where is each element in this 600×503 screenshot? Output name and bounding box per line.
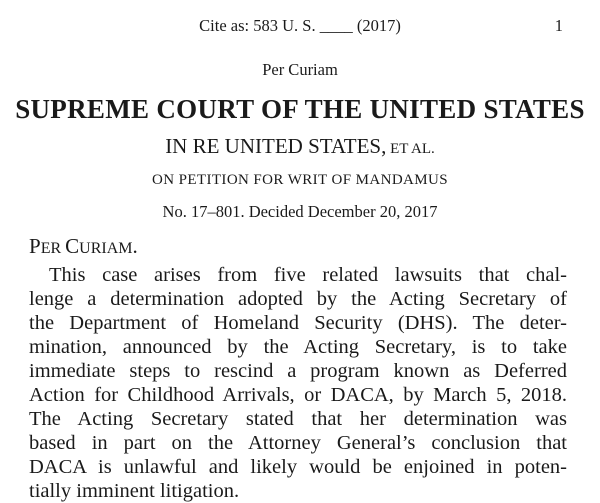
paragraph-line: the Department of Homeland Security (DHS). The deter- [29,312,567,334]
paragraph-line: Action for Childhood Arrivals, or DACA, by March 5, 2018. [29,384,567,406]
caption-main: IN RE UNITED STATES, [165,134,387,158]
case-caption [0,134,600,159]
paragraph-line: The Acting Secretary stated that her determination was [29,408,567,430]
paragraph-line: lenge a determination adopted by the Acting Secretary of [29,288,567,310]
paragraph-line: based in part on the Attorney General’s conclusion that [29,432,567,454]
per-curiam-heading: PER CURIAM. [29,234,138,258]
court-name: SUPREME COURT OF THE UNITED STATES [15,94,585,124]
page-header [0,16,600,38]
paragraph-line: This case arises from five related lawsuits that chal- [49,264,567,286]
caption-et-al: ET AL. [386,141,435,157]
paragraph-line: mination, announced by the Acting Secretary, is to take [29,336,567,358]
opinion-paragraph [29,263,567,503]
paragraph-line: immediate steps to rescind a program known as Deferred [29,360,567,382]
paragraph-line: tially imminent litigation. [29,480,240,502]
citation-line: Cite as: 583 U. S. ____ (2017) [199,16,401,35]
paragraph-line: DACA is unlawful and likely would be enjoined in poten- [29,456,567,478]
page-number: 1 [554,16,563,35]
running-head: Per Curiam [262,60,338,79]
petition-line: ON PETITION FOR WRIT OF MANDAMUS [151,172,448,188]
docket-line: No. 17–801. Decided December 20, 2017 [162,202,438,221]
